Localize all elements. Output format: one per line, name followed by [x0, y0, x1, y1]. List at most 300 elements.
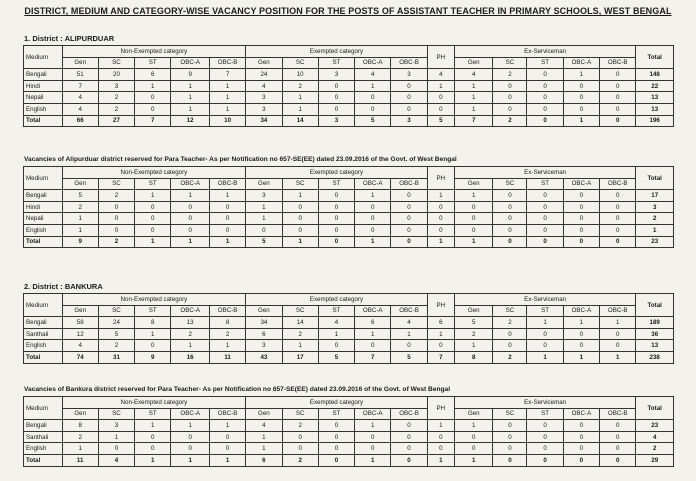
- header-sub: Gen: [246, 57, 282, 69]
- table-cell: 0: [282, 224, 318, 236]
- row-medium: Bengali: [24, 317, 63, 329]
- table-cell: 0: [527, 431, 563, 443]
- caption-bankura-para-teacher: Vacancies of Bankura district reserved for Para Teacher- As per Notification no 657-SE(EE) dated 23.09.2016 of the Govt. of West Bengal: [24, 386, 451, 393]
- table-cell: 7: [135, 115, 171, 127]
- header-sub: OBC-B: [391, 57, 427, 69]
- table-cell: 1: [171, 420, 210, 432]
- header-medium: Medium: [24, 46, 63, 69]
- table-cell: 1: [600, 317, 636, 329]
- table-cell: 2: [282, 454, 318, 466]
- table-row: [24, 80, 674, 92]
- table-cell: 0: [318, 190, 354, 202]
- header-ex-sub: SC: [493, 305, 527, 317]
- table-cell: 0: [318, 340, 354, 352]
- header-total: Total: [636, 397, 674, 420]
- table-cell: 31: [98, 351, 134, 363]
- table-cell: 43: [246, 351, 282, 363]
- table-cell: 1: [171, 340, 210, 352]
- table-cell: 0: [527, 201, 563, 213]
- table-cell: 0: [563, 190, 599, 202]
- row-medium: English: [24, 224, 63, 236]
- table-cell: 9: [135, 351, 171, 363]
- header-total: Total: [636, 294, 674, 317]
- table-cell: 0: [600, 213, 636, 225]
- row-total-value: 17: [636, 190, 674, 202]
- table-cell: 0: [427, 431, 454, 443]
- table-cell: 0: [527, 69, 563, 81]
- table-cell: 0: [282, 201, 318, 213]
- table-cell: 0: [318, 224, 354, 236]
- header-sub: OBC-A: [171, 57, 210, 69]
- row-total-value: 36: [636, 328, 674, 340]
- header-ex-sub: ST: [527, 178, 563, 190]
- table-cell: 0: [171, 213, 210, 225]
- table-cell: 5: [98, 328, 134, 340]
- table-cell: 0: [563, 103, 599, 115]
- table-cell: 0: [427, 340, 454, 352]
- table-cell: 0: [318, 80, 354, 92]
- table-cell: 0: [282, 213, 318, 225]
- table-cell: 0: [527, 213, 563, 225]
- table-cell: 0: [600, 201, 636, 213]
- table-cell: 1: [427, 236, 454, 248]
- header-sub: OBC-A: [355, 408, 391, 420]
- table-cell: 6: [135, 69, 171, 81]
- table-cell: 0: [391, 80, 427, 92]
- header-sub: ST: [318, 178, 354, 190]
- table-cell: 4: [391, 317, 427, 329]
- table-cell: 1: [454, 454, 493, 466]
- table-cell: 1: [427, 190, 454, 202]
- table-cell: 0: [563, 443, 599, 455]
- table-cell: 0: [98, 213, 134, 225]
- table-cell: 0: [493, 340, 527, 352]
- table-cell: 0: [171, 224, 210, 236]
- table-cell: 10: [209, 115, 245, 127]
- table-cell: 2: [98, 92, 134, 104]
- table-cell: 27: [98, 115, 134, 127]
- table-cell: 1: [427, 328, 454, 340]
- table-cell: 2: [62, 431, 98, 443]
- header-exempted: Exempted category: [246, 294, 427, 306]
- table-cell: 0: [135, 340, 171, 352]
- header-ex-sub: OBC-B: [600, 178, 636, 190]
- header-sub: ST: [135, 305, 171, 317]
- table-cell: 1: [171, 236, 210, 248]
- table-row: [24, 190, 674, 202]
- table-cell: 0: [427, 443, 454, 455]
- table-cell: 0: [563, 80, 599, 92]
- header-sub: OBC-A: [171, 408, 210, 420]
- header-total: Total: [636, 46, 674, 69]
- table-cell: 7: [62, 80, 98, 92]
- table-cell: 1: [98, 431, 134, 443]
- table-cell: 1: [246, 213, 282, 225]
- table-cell: 0: [209, 213, 245, 225]
- table-cell: 8: [62, 420, 98, 432]
- table-cell: 1: [209, 80, 245, 92]
- table-cell: 3: [391, 69, 427, 81]
- table-cell: 4: [62, 340, 98, 352]
- table-cell: 1: [62, 224, 98, 236]
- row-total-value: 2: [636, 213, 674, 225]
- table-cell: 1: [563, 317, 599, 329]
- header-ex-serviceman: Ex-Serviceman: [454, 294, 636, 306]
- table-cell: 1: [135, 454, 171, 466]
- row-total-value: 22: [636, 80, 674, 92]
- table-cell: 1: [391, 328, 427, 340]
- header-sub: OBC-A: [171, 305, 210, 317]
- table-cell: 0: [318, 431, 354, 443]
- table-cell: 0: [355, 201, 391, 213]
- table-cell: 2: [282, 80, 318, 92]
- header-sub: SC: [282, 57, 318, 69]
- header-sub: OBC-B: [209, 408, 245, 420]
- header-sub: ST: [135, 178, 171, 190]
- table-cell: 6: [246, 454, 282, 466]
- table-cell: 1: [527, 317, 563, 329]
- header-sub: OBC-A: [355, 57, 391, 69]
- table-cell: 1: [454, 103, 493, 115]
- table-cell: 0: [600, 340, 636, 352]
- table-cell: 1: [355, 454, 391, 466]
- row-total-value: 13: [636, 92, 674, 104]
- table-cell: 0: [391, 454, 427, 466]
- header-sub: OBC-B: [391, 178, 427, 190]
- table-cell: 0: [135, 431, 171, 443]
- table-cell: 0: [600, 420, 636, 432]
- table-cell: 2: [282, 420, 318, 432]
- table-row: [24, 420, 674, 432]
- header-ex-sub: SC: [493, 178, 527, 190]
- table-cell: 0: [135, 201, 171, 213]
- header-ex-serviceman: Ex-Serviceman: [454, 46, 636, 58]
- table-cell: 1: [209, 92, 245, 104]
- table-cell: 16: [171, 351, 210, 363]
- table-cell: 3: [246, 92, 282, 104]
- table-cell: 0: [493, 328, 527, 340]
- table-cell: 1: [355, 420, 391, 432]
- table-cell: 0: [209, 201, 245, 213]
- header-sub: OBC-B: [391, 408, 427, 420]
- header-sub: Gen: [246, 408, 282, 420]
- table-cell: 0: [318, 420, 354, 432]
- table-cell: 5: [318, 351, 354, 363]
- table-cell: 2: [454, 328, 493, 340]
- row-total-value: 2: [636, 443, 674, 455]
- table-cell: 1: [135, 190, 171, 202]
- header-non-exempted: Non-Exempted category: [62, 397, 246, 409]
- table-cell: 0: [427, 92, 454, 104]
- table-cell: 2: [493, 351, 527, 363]
- table-cell: 0: [318, 454, 354, 466]
- table-cell: 7: [454, 115, 493, 127]
- header-non-exempted: Non-Exempted category: [62, 46, 246, 58]
- table-cell: 1: [209, 236, 245, 248]
- table-cell: 5: [355, 115, 391, 127]
- table-cell: 12: [171, 115, 210, 127]
- table-cell: 34: [246, 317, 282, 329]
- table-cell: 0: [493, 103, 527, 115]
- table-cell: 2: [98, 340, 134, 352]
- table-cell: 5: [427, 115, 454, 127]
- header-medium: Medium: [24, 294, 63, 317]
- row-total-value: 148: [636, 69, 674, 81]
- row-total-value: 13: [636, 103, 674, 115]
- table-row: [24, 340, 674, 352]
- table-cell: 11: [209, 351, 245, 363]
- row-total-value: 23: [636, 420, 674, 432]
- row-total-value: 4: [636, 431, 674, 443]
- table-cell: 0: [135, 92, 171, 104]
- table-cell: 0: [563, 201, 599, 213]
- table-cell: 0: [563, 224, 599, 236]
- table-cell: 1: [282, 340, 318, 352]
- table-cell: 0: [493, 431, 527, 443]
- table-cell: 3: [318, 115, 354, 127]
- table-cell: 0: [355, 92, 391, 104]
- table-cell: 4: [62, 92, 98, 104]
- header-ex-sub: Gen: [454, 305, 493, 317]
- total-row: [24, 115, 674, 127]
- table-cell: 34: [246, 115, 282, 127]
- table-cell: 0: [527, 236, 563, 248]
- district-title-bankura: 2. District : BANKURA: [24, 282, 103, 291]
- table-cell: 0: [493, 420, 527, 432]
- table-cell: 1: [171, 454, 210, 466]
- table-cell: 1: [209, 454, 245, 466]
- header-sub: ST: [318, 305, 354, 317]
- table-cell: 2: [282, 328, 318, 340]
- table-cell: 4: [318, 317, 354, 329]
- district-title-alipurduar: 1. District : ALIPURDUAR: [24, 34, 115, 43]
- row-total-value: 29: [636, 454, 674, 466]
- table-cell: 0: [391, 201, 427, 213]
- table-cell: 5: [62, 190, 98, 202]
- table-cell: 1: [135, 80, 171, 92]
- table-cell: 0: [209, 443, 245, 455]
- row-medium: Santhali: [24, 431, 63, 443]
- table-cell: 0: [600, 69, 636, 81]
- table-cell: 0: [391, 224, 427, 236]
- header-sub: OBC-A: [355, 178, 391, 190]
- table-cell: 0: [600, 328, 636, 340]
- table-cell: 0: [171, 443, 210, 455]
- table-cell: 0: [318, 213, 354, 225]
- row-medium: Hindi: [24, 201, 63, 213]
- header-sub: OBC-A: [355, 305, 391, 317]
- table-cell: 17: [282, 351, 318, 363]
- header-sub: SC: [282, 178, 318, 190]
- table-cell: 5: [246, 236, 282, 248]
- table-cell: 0: [355, 224, 391, 236]
- row-total-value: 23: [636, 236, 674, 248]
- header-sub: SC: [98, 305, 134, 317]
- table-cell: 0: [493, 201, 527, 213]
- table-cell: 0: [318, 236, 354, 248]
- header-sub: SC: [98, 178, 134, 190]
- table-cell: 0: [493, 213, 527, 225]
- table-cell: 1: [246, 443, 282, 455]
- table-cell: 7: [427, 351, 454, 363]
- table-cell: 0: [355, 431, 391, 443]
- row-total-value: 13: [636, 340, 674, 352]
- table-cell: 24: [246, 69, 282, 81]
- table-cell: 4: [246, 420, 282, 432]
- table-cell: 0: [454, 213, 493, 225]
- table-cell: 2: [493, 317, 527, 329]
- table-cell: 0: [391, 420, 427, 432]
- table-cell: 1: [355, 236, 391, 248]
- table-cell: 11: [62, 454, 98, 466]
- table-cell: 0: [493, 92, 527, 104]
- header-exempted: Exempted category: [246, 46, 427, 58]
- table-cell: 0: [98, 443, 134, 455]
- header-sub: ST: [135, 57, 171, 69]
- table-cell: 9: [62, 236, 98, 248]
- table-cell: 0: [246, 224, 282, 236]
- table-cell: 1: [454, 190, 493, 202]
- header-sub: Gen: [62, 178, 98, 190]
- table-cell: 0: [563, 92, 599, 104]
- table-cell: 3: [318, 69, 354, 81]
- header-ex-sub: OBC-B: [600, 305, 636, 317]
- header-sub: ST: [318, 57, 354, 69]
- header-non-exempted: Non-Exempted category: [62, 294, 246, 306]
- table-cell: 2: [171, 328, 210, 340]
- header-sub: OBC-A: [171, 178, 210, 190]
- header-ex-sub: Gen: [454, 178, 493, 190]
- table-cell: 6: [355, 317, 391, 329]
- table-row: [24, 317, 674, 329]
- table-cell: 1: [355, 80, 391, 92]
- table-cell: 0: [427, 103, 454, 115]
- row-medium: Total: [24, 454, 63, 466]
- table-cell: 0: [600, 431, 636, 443]
- table-cell: 0: [454, 443, 493, 455]
- table-cell: 2: [98, 103, 134, 115]
- row-medium: English: [24, 443, 63, 455]
- table-cell: 2: [209, 328, 245, 340]
- table-row: [24, 431, 674, 443]
- header-ex-sub: SC: [493, 57, 527, 69]
- header-sub: SC: [282, 305, 318, 317]
- vacancy-table-bankura-para: [23, 396, 674, 467]
- row-medium: Nepali: [24, 213, 63, 225]
- table-cell: 0: [427, 224, 454, 236]
- table-cell: 7: [209, 69, 245, 81]
- table-cell: 0: [171, 201, 210, 213]
- header-sub: Gen: [62, 305, 98, 317]
- header-sub: OBC-B: [391, 305, 427, 317]
- table-cell: 1: [209, 420, 245, 432]
- table-cell: 0: [527, 224, 563, 236]
- vacancy-table-alipurduar: [23, 45, 674, 127]
- row-medium: English: [24, 340, 63, 352]
- document-title: DISTRICT, MEDIUM AND CATEGORY-WISE VACANCY POSITION FOR THE POSTS OF ASSISTANT TEACHER IN PRIMARY SCHOOLS, WEST BENGAL: [24, 6, 672, 16]
- header-ex-sub: OBC-B: [600, 408, 636, 420]
- table-cell: 0: [493, 454, 527, 466]
- table-cell: 2: [493, 69, 527, 81]
- header-sub: OBC-B: [209, 57, 245, 69]
- table-cell: 5: [391, 351, 427, 363]
- header-sub: Gen: [246, 178, 282, 190]
- header-ph: PH: [427, 294, 454, 317]
- row-medium: English: [24, 103, 63, 115]
- row-medium: Nepali: [24, 92, 63, 104]
- table-cell: 0: [391, 213, 427, 225]
- table-cell: 2: [98, 236, 134, 248]
- table-cell: 0: [391, 190, 427, 202]
- table-cell: 0: [98, 201, 134, 213]
- table-cell: 0: [391, 443, 427, 455]
- header-sub: Gen: [62, 57, 98, 69]
- table-cell: 0: [355, 213, 391, 225]
- table-cell: 0: [493, 224, 527, 236]
- header-sub: SC: [98, 408, 134, 420]
- table-row: [24, 213, 674, 225]
- vacancy-table-bankura: [23, 293, 674, 364]
- header-medium: Medium: [24, 397, 63, 420]
- header-sub: OBC-B: [209, 178, 245, 190]
- row-total-value: 1: [636, 224, 674, 236]
- table-row: [24, 69, 674, 81]
- header-ex-sub: Gen: [454, 57, 493, 69]
- row-medium: Bengali: [24, 69, 63, 81]
- table-cell: 58: [62, 317, 98, 329]
- header-ph: PH: [427, 167, 454, 190]
- table-cell: 0: [135, 443, 171, 455]
- table-cell: 2: [493, 115, 527, 127]
- row-total-value: 238: [636, 351, 674, 363]
- table-cell: 8: [209, 317, 245, 329]
- total-row: [24, 236, 674, 248]
- header-ph: PH: [427, 397, 454, 420]
- table-cell: 1: [209, 340, 245, 352]
- table-cell: 1: [282, 190, 318, 202]
- table-cell: 0: [391, 92, 427, 104]
- table-cell: 0: [527, 443, 563, 455]
- table-cell: 0: [527, 92, 563, 104]
- table-row: [24, 103, 674, 115]
- table-cell: 4: [62, 103, 98, 115]
- table-cell: 0: [391, 236, 427, 248]
- table-cell: 0: [600, 80, 636, 92]
- table-cell: 0: [135, 213, 171, 225]
- table-cell: 1: [135, 328, 171, 340]
- header-ex-sub: OBC-A: [563, 408, 599, 420]
- table-cell: 0: [563, 236, 599, 248]
- table-cell: 0: [563, 454, 599, 466]
- table-cell: 1: [427, 80, 454, 92]
- table-cell: 4: [454, 69, 493, 81]
- table-cell: 3: [246, 190, 282, 202]
- table-cell: 1: [246, 201, 282, 213]
- table-cell: 0: [282, 443, 318, 455]
- table-cell: 1: [282, 103, 318, 115]
- header-sub: Gen: [246, 305, 282, 317]
- table-cell: 12: [62, 328, 98, 340]
- table-cell: 1: [563, 115, 599, 127]
- table-cell: 14: [282, 317, 318, 329]
- table-cell: 24: [98, 317, 134, 329]
- table-cell: 0: [355, 103, 391, 115]
- header-ex-serviceman: Ex-Serviceman: [454, 397, 636, 409]
- table-cell: 0: [493, 80, 527, 92]
- row-medium: Santhali: [24, 328, 63, 340]
- table-cell: 0: [454, 201, 493, 213]
- table-row: [24, 201, 674, 213]
